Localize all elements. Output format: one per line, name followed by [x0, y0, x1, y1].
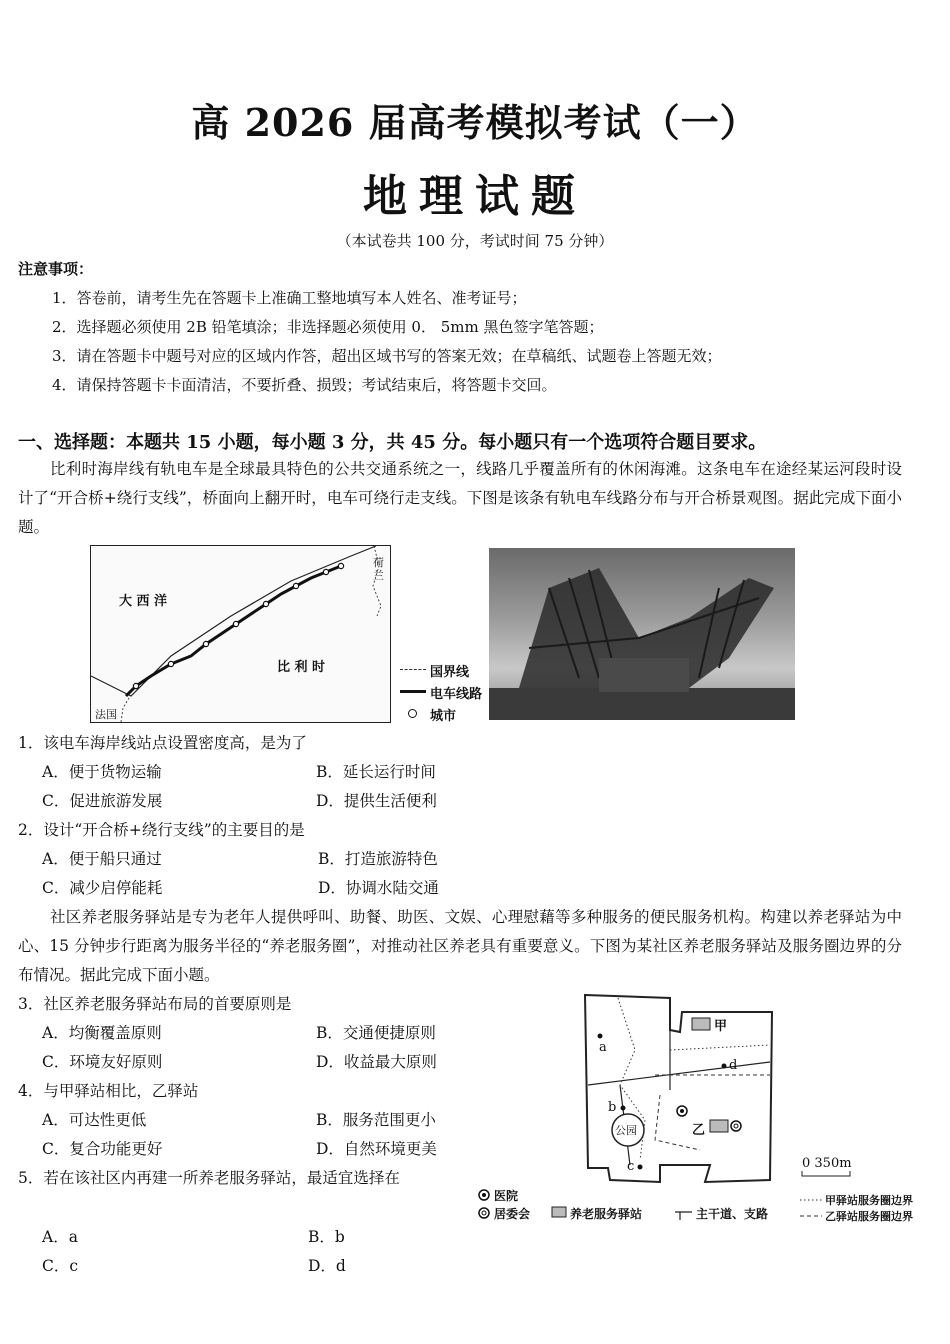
legend-roads: 主干道、支路 [696, 1207, 769, 1221]
q2-option-c[interactable]: C．减少启停能耗 [42, 879, 163, 897]
netherlands-label: 荷兰 [373, 556, 384, 582]
q5-option-a[interactable]: A．a [42, 1228, 78, 1246]
bascule-bridge-photo [489, 548, 795, 720]
legend-committee: 居委会 [494, 1207, 531, 1221]
community-station-map [470, 990, 945, 1230]
q4-option-b[interactable]: B．服务范围更小 [316, 1111, 436, 1129]
question-4: 4．与甲驿站相比，乙驿站 [18, 1082, 199, 1100]
question-3: 3．社区养老服务驿站布局的首要原则是 [18, 995, 292, 1013]
legend-city: 城市 [430, 709, 457, 724]
q3-option-a[interactable]: A．均衡覆盖原则 [42, 1024, 162, 1042]
legend-tram-line: 电车线路 [430, 687, 483, 702]
section-heading: 一、选择题：本题共 15 小题，每小题 3 分，共 45 分。每小题只有一个选项符合题目要求。 [18, 432, 767, 453]
note-item: 2．选择题必须使用 2B 铅笔填涂；非选择题必须使用 0． 5mm 黑色签字笔答题； [52, 318, 604, 336]
q2-option-a[interactable]: A．便于船只通过 [42, 850, 162, 868]
passage-2: 社区养老服务驿站是专为老年人提供呼叫、助餐、助医、文娱、心理慰藉等多种服务的便民服务机构。构建以养老驿站为中心、15 分钟步行距离为服务半径的“养老服务圈”，对推动社区养老具有重要意义。下图为某社区养老服务驿站及服务圈边界的分布情况。据此完成下面小题。 [18, 908, 902, 984]
q3-option-c[interactable]: C．环境友好原则 [42, 1053, 163, 1071]
ocean-label: 大 西 洋 [119, 594, 168, 609]
station-jia-label: 甲 [714, 1019, 728, 1034]
q2-option-d[interactable]: D．协调水陆交通 [318, 879, 439, 897]
passage-1: 比利时海岸线有轨电车是全球最具特色的公共交通系统之一，线路几乎覆盖所有的休闲海滩。这条电车在途经某运河段时设计了“开合桥+绕行支线”，桥面向上翻开时，电车可绕行走支线。下图是该条有轨电车线路分布与开合桥景观图。据此完成下面小题。 [18, 460, 902, 536]
q4-option-c[interactable]: C．复合功能更好 [42, 1140, 163, 1158]
point-c-label: c [627, 1159, 635, 1174]
legend-hospital: 医院 [494, 1189, 519, 1203]
france-label: 法国 [95, 708, 117, 721]
q5-option-d[interactable]: D．d [308, 1257, 346, 1275]
q4-option-d[interactable]: D．自然环境更美 [316, 1140, 437, 1158]
belgium-coast-map [90, 545, 391, 723]
legend-jia-boundary: 甲驿站服务圈边界 [825, 1194, 913, 1207]
q3-option-b[interactable]: B．交通便捷原则 [316, 1024, 436, 1042]
q1-option-b[interactable]: B．延长运行时间 [316, 763, 436, 781]
point-b-label: b [608, 1100, 617, 1115]
exam-subtitle: （本试卷共 100 分，考试时间 75 分钟） [336, 232, 614, 250]
note-item: 1．答卷前，请考生先在答题卡上准确工整地填写本人姓名、准考证号； [52, 289, 527, 307]
subject-title: 地理试题 [363, 171, 587, 222]
q3-option-d[interactable]: D．收益最大原则 [316, 1053, 437, 1071]
country-label: 比 利 时 [277, 660, 326, 675]
legend-station: 养老服务驿站 [570, 1207, 643, 1221]
question-1: 1．该电车海岸线站点设置密度高，是为了 [18, 734, 307, 752]
question-2: 2．设计“开合桥+绕行支线”的主要目的是 [18, 821, 305, 839]
q1-option-d[interactable]: D．提供生活便利 [316, 792, 437, 810]
q5-option-c[interactable]: C．c [42, 1257, 79, 1275]
station-yi-label: 乙 [692, 1123, 706, 1138]
scale-label: 0 350m [802, 1156, 852, 1171]
exam-title: 高 2026 届高考模拟考试（一） [191, 100, 759, 145]
point-a-label: a [599, 1040, 607, 1055]
q2-option-b[interactable]: B．打造旅游特色 [318, 850, 438, 868]
q4-option-a[interactable]: A．可达性更低 [42, 1111, 147, 1129]
question-5: 5．若在该社区内再建一所养老服务驿站，最适宜选择在 [18, 1169, 400, 1187]
q5-option-b[interactable]: B．b [308, 1228, 345, 1246]
notes-heading: 注意事项： [18, 260, 94, 278]
q1-option-a[interactable]: A．便于货物运输 [42, 763, 162, 781]
q1-option-c[interactable]: C．促进旅游发展 [42, 792, 163, 810]
note-item: 4．请保持答题卡卡面清洁，不要折叠、损毁；考试结束后，将答题卡交回。 [52, 376, 557, 394]
note-item: 3．请在答题卡中题号对应的区域内作答，超出区域书写的答案无效；在草稿纸、试题卷上答题无效； [52, 347, 722, 365]
park-label: 公园 [615, 1124, 637, 1137]
point-d-label: d [729, 1058, 738, 1073]
legend-yi-boundary: 乙驿站服务圈边界 [825, 1210, 913, 1223]
legend-border: 国界线 [430, 665, 470, 680]
